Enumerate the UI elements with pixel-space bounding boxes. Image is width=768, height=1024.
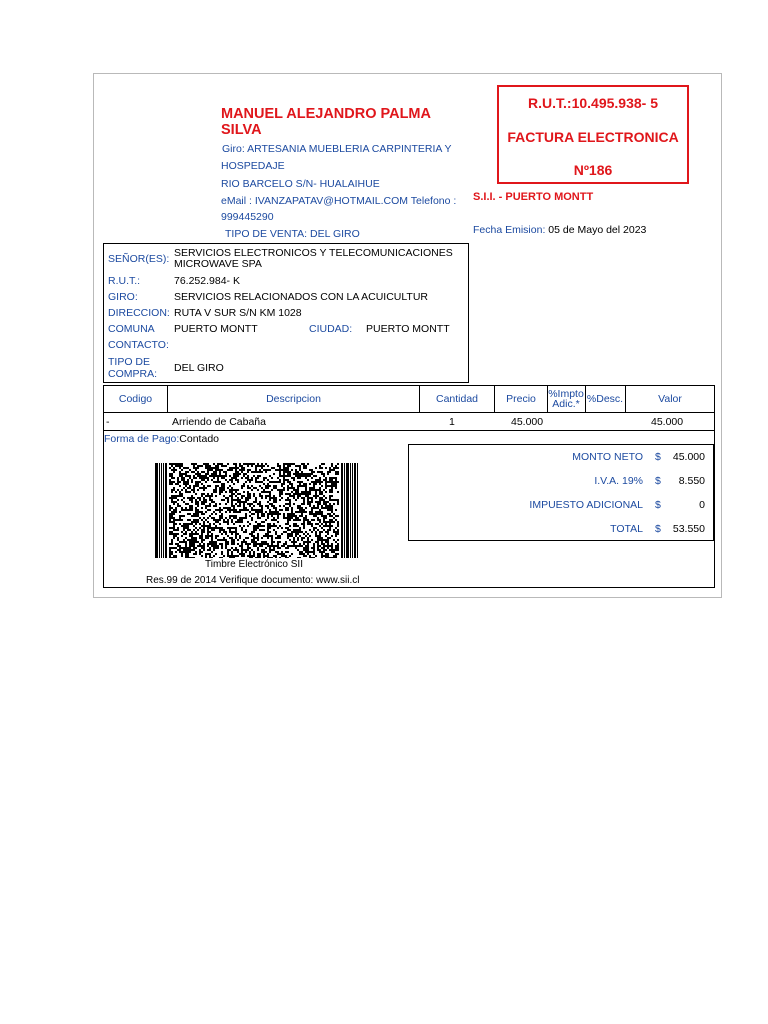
col-cantidad: Cantidad: [435, 393, 479, 405]
col-precio: Precio: [506, 393, 536, 405]
issuer-name: MANUEL ALEJANDRO PALMA SILVA: [221, 106, 431, 138]
issuer-giro-line2: HOSPEDAJE: [221, 160, 285, 172]
client-direccion-label: DIRECCION:: [108, 307, 170, 319]
document-number: Nº186: [573, 162, 613, 178]
client-giro: SERVICIOS RELACIONADOS CON LA ACUICULTUR: [174, 291, 429, 303]
neto-currency: $: [655, 451, 661, 463]
issuer-address: RIO BARCELO S/N- HUALAIHUE: [221, 178, 380, 190]
client-tipo-compra-label-2: COMPRA:: [108, 368, 158, 380]
client-tipo-compra: DEL GIRO: [174, 362, 224, 374]
client-tipo-compra-label-1: TIPO DE: [108, 356, 151, 368]
document-rut: R.U.T.:10.495.938- 5: [528, 95, 658, 111]
col-codigo: Codigo: [118, 393, 153, 405]
client-box: [103, 243, 469, 383]
col-desc: %Desc.: [586, 393, 624, 405]
issuer-sale-type: TIPO DE VENTA: DEL GIRO: [225, 228, 360, 240]
document-id-box: [497, 85, 689, 184]
emission-date: Fecha Emision: 05 de Mayo del 2023: [473, 224, 647, 236]
client-giro-label: GIRO:: [108, 291, 138, 303]
payment-method: Forma de Pago:Contado: [104, 433, 219, 445]
timbre-resolution: Res.99 de 2014 Verifique documento: www.sii.cl: [146, 575, 360, 586]
client-comuna-label: COMUNA: [108, 323, 155, 335]
iva-value: 8.550: [678, 475, 705, 487]
client-direccion: RUTA V SUR S/N KM 1028: [174, 307, 302, 319]
client-comuna: PUERTO MONTT: [174, 323, 258, 335]
row-valor: 45.000: [651, 416, 684, 428]
issuer-phone: 999445290: [221, 211, 274, 223]
row-precio: 45.000: [511, 416, 544, 428]
client-senores-label: SEÑOR(ES):: [108, 253, 170, 265]
col-valor: Valor: [658, 393, 682, 405]
client-contacto-label: CONTACTO:: [108, 339, 169, 351]
iva-currency: $: [655, 475, 661, 487]
client-rut: 76.252.984- K: [174, 275, 240, 287]
adicional-value: 0: [699, 499, 705, 511]
total-label: TOTAL: [610, 523, 643, 535]
issuer-giro-line1: Giro: ARTESANIA MUEBLERIA CARPINTERIA Y: [222, 143, 452, 155]
neto-label: MONTO NETO: [572, 451, 643, 463]
timbre-barcode: [155, 463, 358, 558]
client-ciudad-label: CIUDAD:: [309, 323, 353, 335]
col-descripcion: Descripcion: [266, 393, 321, 405]
client-name-line2: MICROWAVE SPA: [174, 258, 262, 270]
row-cantidad: 1: [449, 416, 455, 428]
client-name-line1: SERVICIOS ELECTRONICOS Y TELECOMUNICACIONES: [174, 247, 453, 259]
client-rut-label: R.U.T.:: [108, 275, 141, 287]
neto-value: 45.000: [672, 451, 705, 463]
iva-label: I.V.A. 19%: [594, 475, 643, 487]
timbre-label: Timbre Electrónico SII: [205, 559, 303, 570]
col-impto: %Impto Adic.*: [548, 388, 584, 410]
adicional-currency: $: [655, 499, 661, 511]
total-value: 53.550: [672, 523, 705, 535]
totals-box: [408, 444, 714, 541]
client-ciudad: PUERTO MONTT: [366, 323, 450, 335]
total-currency: $: [655, 523, 661, 535]
issuer-contact: eMail : IVANZAPATAV@HOTMAIL.COM Telefono :: [221, 195, 457, 207]
row-descripcion: Arriendo de Cabaña: [172, 416, 266, 428]
row-codigo: -: [106, 416, 110, 428]
document-type: FACTURA ELECTRONICA: [507, 129, 679, 145]
sii-office: S.I.I. - PUERTO MONTT: [473, 191, 594, 203]
adicional-label: IMPUESTO ADICIONAL: [529, 499, 643, 511]
